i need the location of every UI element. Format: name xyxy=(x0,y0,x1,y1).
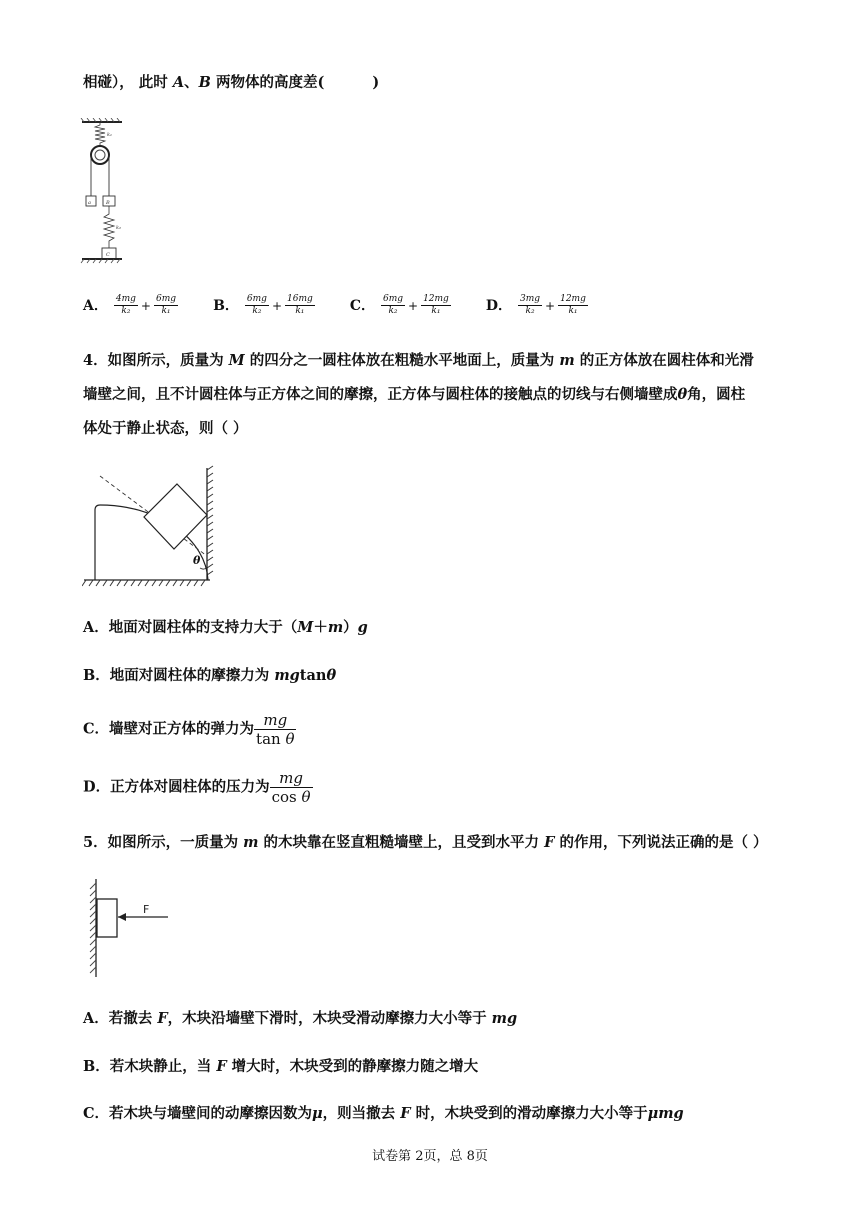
q4-option-d[interactable]: D．正方体对圆柱体的压力为 $\frac{mg}{\text{cos θ}}$ xyxy=(83,769,311,806)
q3-label-k1: k₁ xyxy=(107,132,113,138)
q4-option-c-fraction: $\frac{mg}{\text{tan θ}}$ xyxy=(256,711,295,748)
q4-question-line1: 4．如图所示，质量为 M 的四分之一圆柱体放在粗糙水平地面上，质量为 m 的正方体放在圆柱体和光滑 xyxy=(83,352,754,369)
q3-tail-end: ) xyxy=(372,74,380,91)
q5-block-wall-figure xyxy=(84,877,176,981)
q3-label-k2: k₂ xyxy=(116,225,122,231)
q3-option-c[interactable]: C． $\frac{6mg}{\text{k₂}}$ + $\frac{12mg}{\text{k₁}}$ xyxy=(349,294,449,316)
q3-option-a-frac2: $\frac{6mg}{\text{k₁}}$ xyxy=(155,294,176,316)
q3-var-b: B xyxy=(198,74,211,91)
q3-var-a: A xyxy=(172,74,185,91)
q3-option-a-label: A． xyxy=(83,297,108,314)
q3-option-c-frac2: $\frac{12mg}{\text{k₁}}$ xyxy=(423,294,449,316)
q3-label-block-c: C xyxy=(106,252,110,258)
q4-question-line2: 墙壁之间，且不计圆柱体与正方体之间的摩擦，正方体与圆柱体的接触点的切线与右侧墙壁成θ角，圆柱 xyxy=(83,386,746,403)
q3-options-row xyxy=(83,294,618,322)
q4-cylinder-cube-figure xyxy=(82,462,224,588)
page-footer: 试卷第 2页，总 8页 xyxy=(372,1149,488,1164)
q3-question-tail xyxy=(83,73,379,93)
q5-var-m: m xyxy=(243,834,259,851)
q3-option-d-label: D． xyxy=(485,297,513,314)
q3-option-b-frac1: $\frac{6mg}{\text{k₂}}$ xyxy=(246,294,267,316)
q4-var-theta: θ xyxy=(677,386,688,403)
q4-option-b[interactable]: B．地面对圆柱体的摩擦力为 mgtanθ xyxy=(83,667,337,684)
q5-var-f: F xyxy=(544,834,555,851)
q3-sep: 、 xyxy=(184,74,199,91)
q4-option-d-fraction: $\frac{mg}{\text{cos θ}}$ xyxy=(271,769,311,806)
q4-option-a[interactable]: A．地面对圆柱体的支持力大于（M＋m）g xyxy=(83,619,368,636)
q3-option-b[interactable]: B． $\frac{6mg}{\text{k₂}}$ + $\frac{16mg}{\text{k₁}}$ xyxy=(213,294,313,316)
q3-option-c-frac1: $\frac{6mg}{\text{k₂}}$ xyxy=(382,294,403,316)
q3-option-c-label: C． xyxy=(349,297,375,314)
q5-question-line1: 5．如图所示，一质量为 m 的木块靠在竖直粗糙墙壁上，且受到水平力 F 的作用，下列说法正确的是（ ） xyxy=(83,834,768,851)
q3-option-b-frac2: $\frac{16mg}{\text{k₁}}$ xyxy=(287,294,313,316)
q3-spring-pulley-figure xyxy=(80,118,130,266)
q3-label-block-a: a xyxy=(88,200,91,206)
q5-option-a[interactable]: A．若撤去 F，木块沿墙壁下滑时，木块受滑动摩擦力大小等于 mg xyxy=(83,1010,518,1027)
q4-option-c[interactable]: C．墙壁对正方体的弹力为 $\frac{mg}{\text{tan θ}}$ xyxy=(83,711,295,748)
q5-option-b[interactable]: B．若木块静止，当 F 增大时，木块受到的静摩擦力随之增大 xyxy=(83,1058,479,1075)
q3-tail-text2: 两物体的高度差( xyxy=(210,74,325,91)
q4-theta-label: θ xyxy=(193,554,201,567)
q3-option-d-frac2: $\frac{12mg}{\text{k₁}}$ xyxy=(560,294,586,316)
q4-var-m: m xyxy=(559,352,575,369)
q3-option-a-frac1: $\frac{4mg}{\text{k₂}}$ xyxy=(115,294,136,316)
q3-tail-text: 相碰）， 此时 xyxy=(83,74,173,91)
q3-label-block-b: B xyxy=(106,200,110,206)
q3-option-d-frac1: $\frac{3mg}{\text{k₂}}$ xyxy=(520,294,541,316)
q3-option-a[interactable]: A． $\frac{4mg}{\text{k₂}}$ + $\frac{6mg}{\text{k₁}}$ xyxy=(83,294,176,316)
q5-option-c[interactable]: C．若木块与墙壁间的动摩擦因数为μ，则当撤去 F 时，木块受到的滑动摩擦力大小等于μmg xyxy=(83,1105,684,1122)
q4-var-big-m: M xyxy=(228,352,245,369)
q3-option-d[interactable]: D． $\frac{3mg}{\text{k₂}}$ + $\frac{12mg}{\text{k₁}}$ xyxy=(485,294,586,316)
q3-option-b-label: B． xyxy=(213,297,239,314)
q5-force-label: F xyxy=(143,903,150,916)
q4-question-line3: 体处于静止状态，则（ ） xyxy=(83,420,248,437)
